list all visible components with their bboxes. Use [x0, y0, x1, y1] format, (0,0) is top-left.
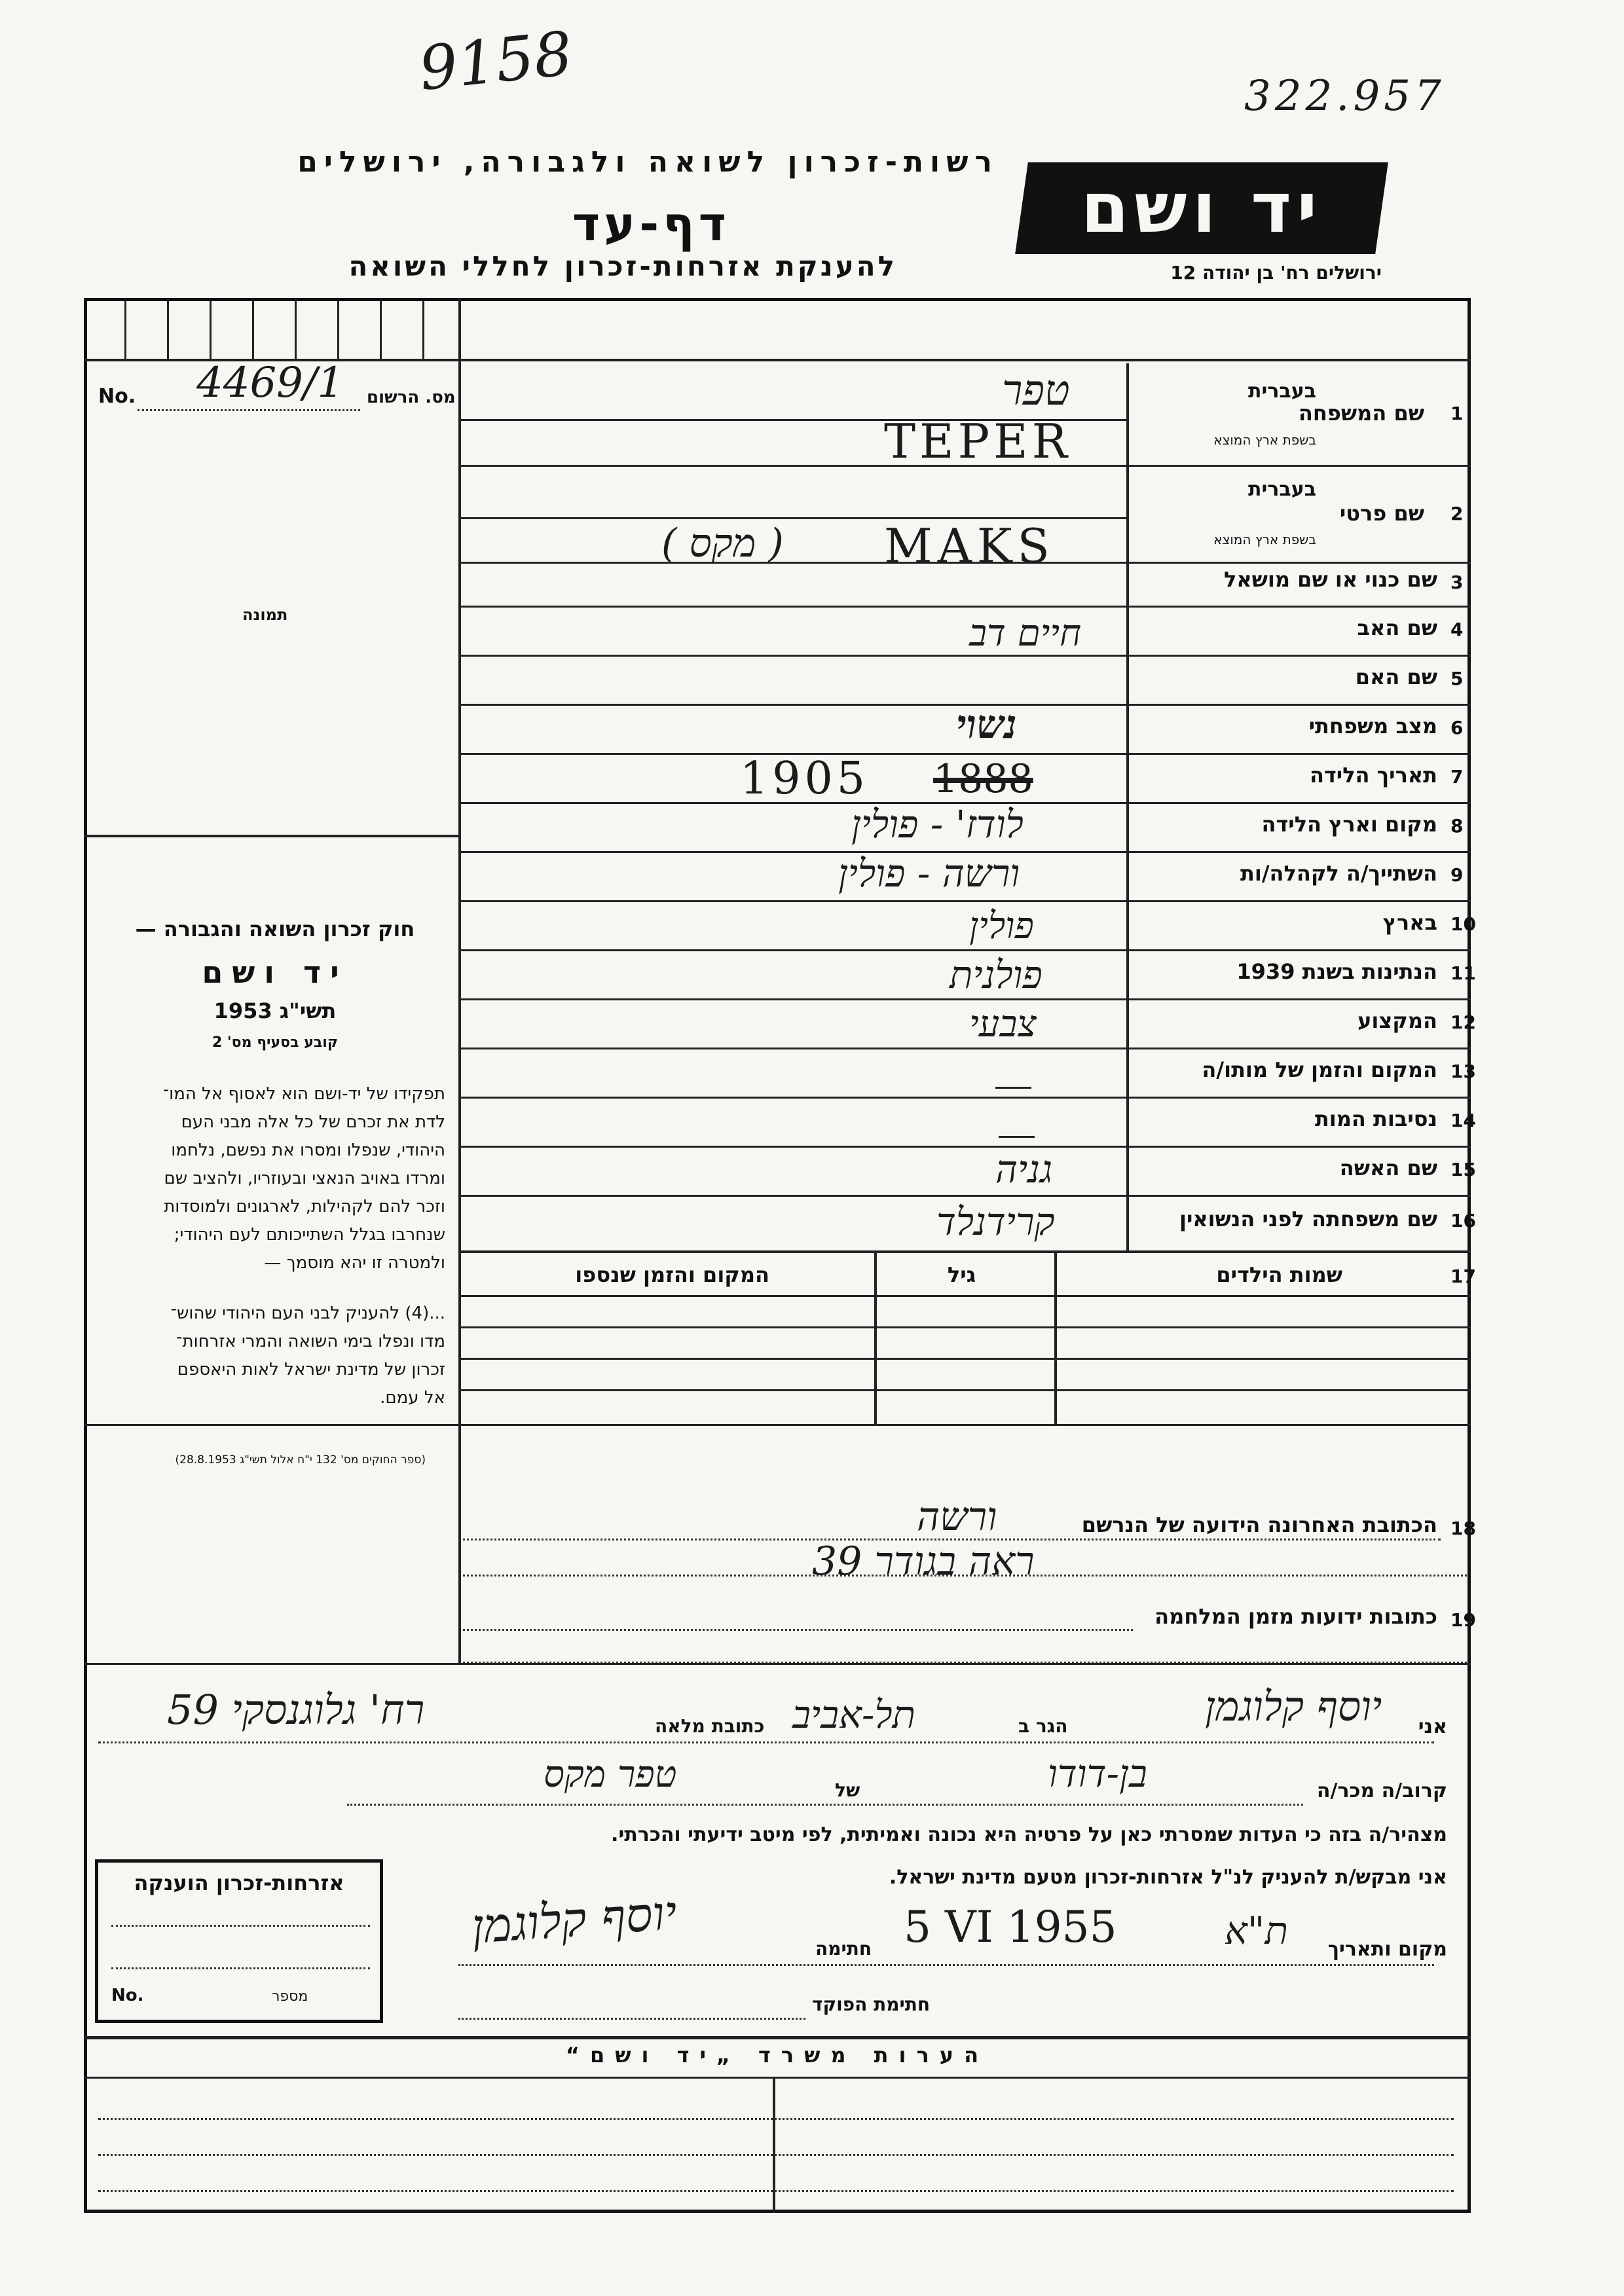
registration-no-label: No. — [98, 385, 136, 408]
field-number: 4 — [1450, 619, 1464, 640]
law-name: יד ושם — [202, 955, 348, 990]
children-place-header: המקום והזמן שנספו — [575, 1262, 769, 1287]
wartime-addresses-label: כתובות ידועות מזמן המלחמה — [1154, 1604, 1437, 1629]
citizenship-box-title: אזרחות-זכרון הוענקה — [134, 1870, 344, 1895]
law-year: תשי"ג 1953 — [213, 998, 337, 1023]
last-address-street-value: ראה בגודר 39 — [812, 1539, 1035, 1584]
field-number: 2 — [1450, 503, 1464, 524]
law-line: לדת את זכרם של כל אלה מבני העם — [181, 1112, 445, 1132]
law-paragraph-2 — [171, 1300, 445, 1412]
last-address-city-value: ורשה — [917, 1494, 997, 1540]
first-name-hebrew-value: ( מקס ) — [661, 520, 784, 566]
family-name-foreign-value: TEPER — [884, 414, 1071, 469]
law-line: ...(4) להעניק לבני העם היהודי שהוש־ — [170, 1303, 445, 1323]
field-number: 9 — [1450, 864, 1464, 886]
field-label: שם משפחתה לפני הנשואין — [1179, 1207, 1437, 1231]
children-names-header: שמות הילדים — [1216, 1262, 1342, 1287]
field-label: שם האם — [1355, 665, 1437, 689]
field-number: 17 — [1450, 1266, 1476, 1287]
field-number: 1 — [1450, 403, 1464, 424]
signing-place: ת"א — [1225, 1908, 1288, 1953]
field-label: שם האשה — [1339, 1156, 1437, 1180]
signing-date: 5 VI 1955 — [904, 1902, 1117, 1952]
community-value: ורשה - פולין — [838, 851, 1020, 896]
law-line: ומרדו באויב הנאצי ובעוזריו, ולהציב שם — [164, 1169, 445, 1188]
field-sublabel-foreign: בשפת ארץ המוצא — [1213, 532, 1316, 547]
law-clause: קובע בסעיף מס' 2 — [212, 1034, 339, 1051]
authority-line: רשות-זכרון לשואה ולגבורה, ירושלים — [297, 145, 999, 179]
field-number: 5 — [1450, 668, 1464, 689]
declarant-full-address: רח' גלוגנסקי 59 — [167, 1686, 425, 1734]
field-label: המקום והזמן של מותו/ה — [1202, 1057, 1437, 1082]
field-label: המקצוע — [1357, 1008, 1437, 1033]
photo-label: תמונה — [242, 606, 288, 624]
field-label: השתייך/ה לקהלה/ות — [1240, 861, 1437, 886]
citizenship-no-label: No. — [111, 1986, 144, 2005]
declarant-city: תל-אביב — [792, 1692, 916, 1737]
citizenship-1939-value: פולנית — [950, 953, 1043, 997]
field-number: 10 — [1450, 913, 1476, 935]
field-label: בארץ — [1382, 910, 1437, 935]
children-age-header: גיל — [947, 1262, 976, 1287]
declaration-ani-label: אני — [1418, 1715, 1447, 1738]
field-number: 6 — [1450, 717, 1464, 738]
first-name-foreign-value: MAKS — [884, 519, 1055, 574]
field-sublabel-foreign: בשפת ארץ המוצא — [1213, 432, 1316, 448]
field-number: 15 — [1450, 1159, 1476, 1180]
form-title: דף-עד — [572, 196, 730, 251]
registration-label: מס. הרשום — [367, 388, 456, 407]
yad-vashem-logo — [1015, 162, 1388, 254]
full-address-label: כתובת מלאה — [655, 1715, 765, 1737]
field-number: 19 — [1450, 1609, 1476, 1631]
field-label: שם כנוי או שם מושאל — [1223, 567, 1437, 592]
declarant-signature: יוסף קלוגמן — [470, 1885, 679, 1954]
profession-value: צבעי — [969, 1003, 1037, 1046]
page-code-mark: 9158 — [416, 18, 576, 104]
registration-number: 4469/1 — [196, 359, 344, 407]
declarant-name: יוסף קלוגמן — [1205, 1683, 1382, 1730]
field-label: שם האב — [1357, 615, 1437, 640]
remarks-title: הערות משרד „יד ושם“ — [565, 2043, 989, 2068]
lives-in-label: הגר ב — [1018, 1715, 1068, 1737]
field-sublabel-hebrew: בעברית — [1248, 380, 1316, 403]
field-label: הנתינות בשנת 1939 — [1236, 959, 1437, 984]
law-line: אל עמם. — [380, 1388, 445, 1408]
field-number: 11 — [1450, 962, 1476, 984]
field-number: 13 — [1450, 1061, 1476, 1082]
institution-address: ירושלים רח' בן יהודה 12 — [1170, 262, 1382, 283]
field-label: מקום וארץ הלידה — [1261, 812, 1437, 837]
field-number: 12 — [1450, 1011, 1476, 1033]
logo-text: יד ושם — [1080, 168, 1323, 248]
birth-place-value: לודז' - פולין — [851, 802, 1024, 847]
declaration-statement-1: מצהיר/ה בזה כי העדות שמסרתי כאן על פרטיה היא נכונה ואמיתית, לפי מיטב ידיעתי והכרתי. — [611, 1823, 1447, 1846]
law-line: ולמטרה זו יהא מוסמך — — [264, 1253, 445, 1273]
field-label: מצב משפחתי — [1308, 714, 1437, 738]
field-label: תאריך הלידה — [1309, 763, 1437, 788]
law-line: וזכר להם לקהילות, לארגונים ולמוסדות — [164, 1197, 445, 1216]
form-subtitle: להענקת אזרחות-זכרון לחללי השואה — [348, 250, 897, 282]
law-line: שנחרבו בגלל השתייכותם לעם היהודי; — [174, 1225, 445, 1245]
field-number: 16 — [1450, 1210, 1476, 1231]
last-address-label: הכתובת האחרונה הידועה של הנרשם — [1081, 1512, 1437, 1537]
law-citation: (ספר החוקים מס' 132 י"ח אלול תשי"ג 28.8.1953) — [175, 1453, 426, 1467]
field-number: 7 — [1450, 766, 1464, 788]
law-heading: חוק זכרון השואה והגבורה — — [135, 917, 415, 941]
citizenship-number-label: מספר — [272, 1988, 308, 2005]
family-name-hebrew-value: טפר — [1002, 367, 1070, 415]
father-name-value: חיים דב — [969, 612, 1082, 655]
officer-signature-label: חתימת הפוקד — [812, 1994, 931, 2015]
law-line: זכרון של מדינת ישראל לאות היאספם — [177, 1360, 445, 1379]
archive-number: 322.957 — [1244, 72, 1445, 120]
declarant-relation: בן-דודו — [1048, 1751, 1147, 1796]
signature-label: חתימה — [815, 1938, 872, 1959]
field-label: נסיבות המות — [1314, 1106, 1437, 1131]
field-number: 14 — [1450, 1110, 1476, 1131]
law-line: תפקידו של יד-ושם הוא לאסוף אל המו־ — [162, 1084, 445, 1104]
field-label: שם פרטי — [1339, 501, 1424, 526]
marital-status-value: נשוי — [956, 702, 1018, 748]
wife-name-value: גניה — [995, 1147, 1053, 1192]
field-sublabel-hebrew: בעברית — [1248, 478, 1316, 501]
wife-maiden-name-value: קרידנלד — [936, 1199, 1055, 1244]
place-date-label: מקום ותאריך — [1327, 1938, 1447, 1961]
citizenship-box — [95, 1859, 383, 2023]
field-label: שם המשפחה — [1298, 401, 1424, 426]
birth-date-struck-value: 1888 — [933, 756, 1033, 802]
of-label: של — [835, 1779, 860, 1801]
law-line: היהודי, שנפלו ומסרו את נפשם, נלחמו — [171, 1140, 445, 1160]
country-value: פולין — [969, 905, 1034, 947]
field-number: 8 — [1450, 815, 1464, 837]
declaration-statement-2: אני מבקש/ת להעניק לנ"ל אזרחות-זכרון מטעם מדינת ישראל. — [889, 1866, 1447, 1889]
victim-name-ref: טפר מקס — [544, 1753, 677, 1796]
field-number: 18 — [1450, 1518, 1476, 1539]
relative-label: קרוב/ה מכר/ה — [1316, 1779, 1447, 1802]
law-paragraph-1 — [163, 1080, 445, 1277]
birth-date-value: 1905 — [740, 753, 870, 805]
law-line: מדו ונפלו בימי השואה והמרי אזרחות־ — [176, 1332, 445, 1351]
field-number: 3 — [1450, 572, 1464, 593]
